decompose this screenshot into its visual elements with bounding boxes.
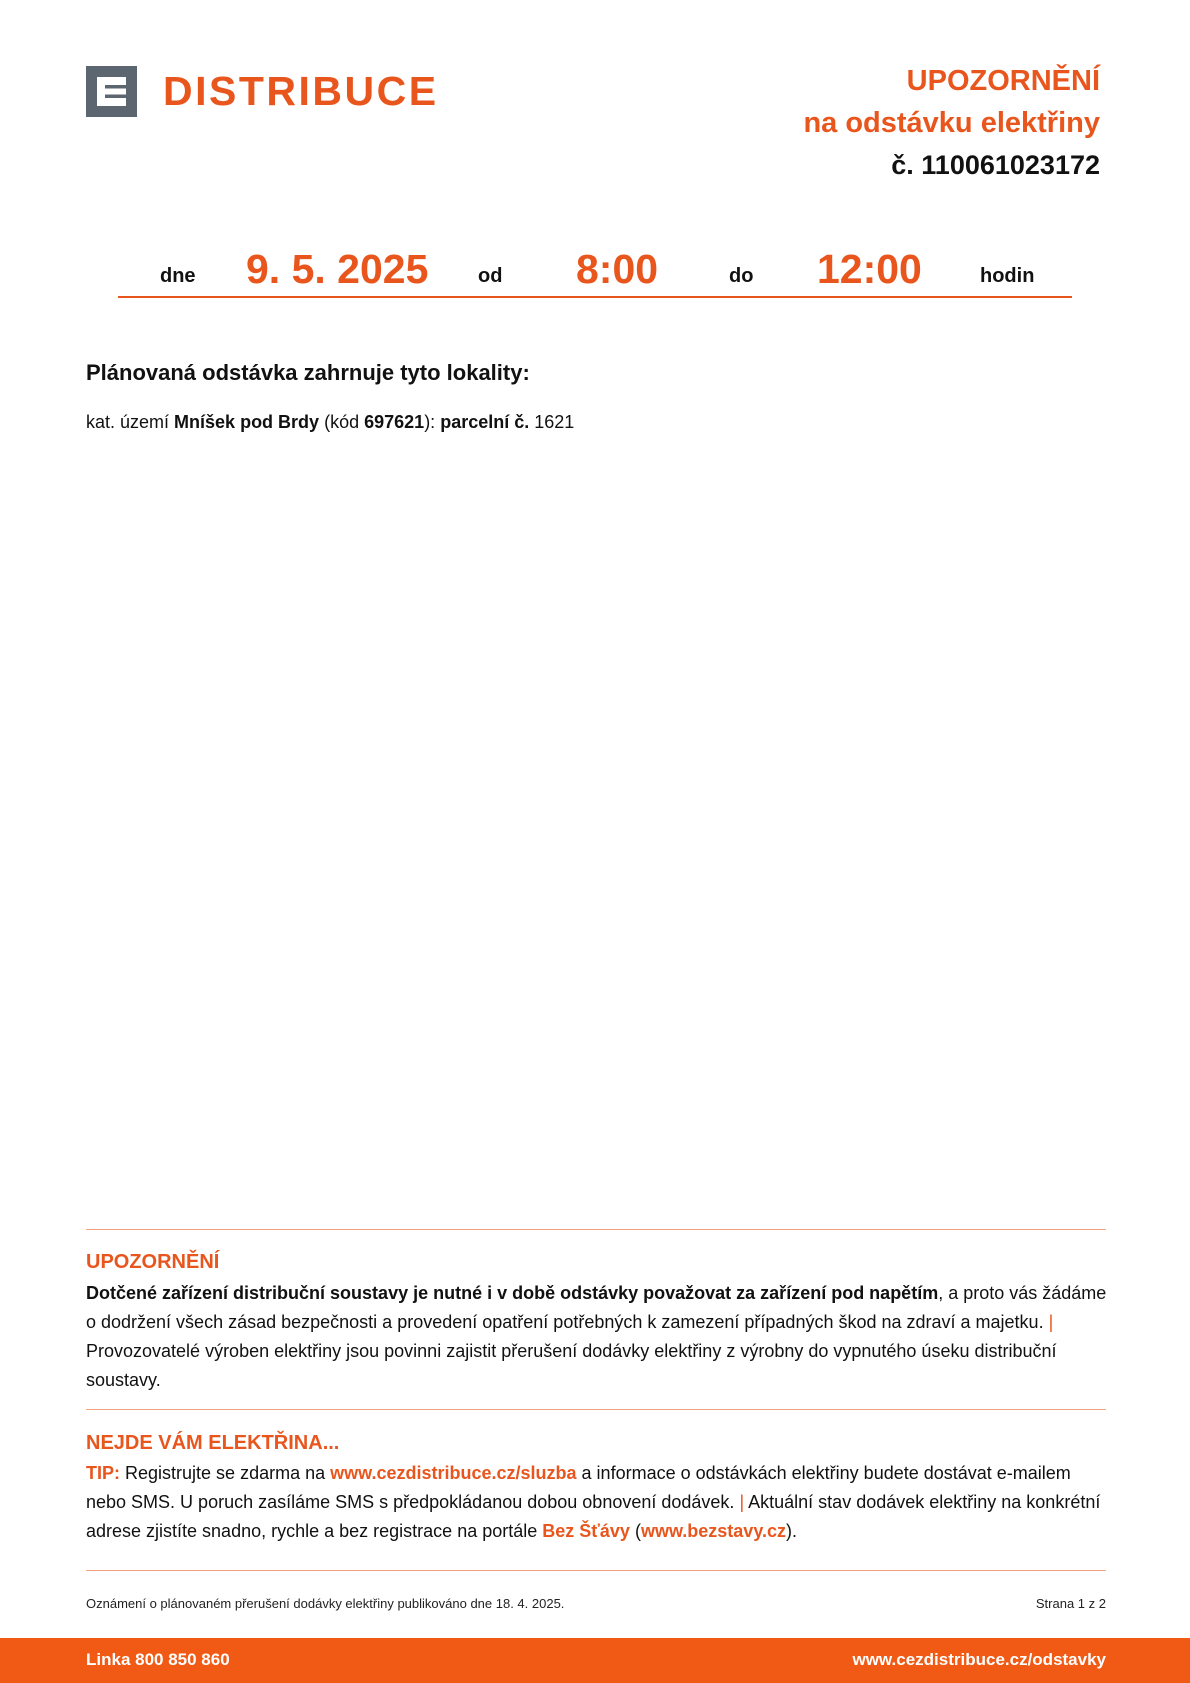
- nopower-text-3: Aktuální stav dodávek elektřiny na konkrétní adrese zjistíte snadno, rychle a bez registrace na portále: [86, 1492, 1101, 1541]
- date-label: dne: [160, 265, 196, 287]
- notice-subtitle: na odstávku elektřiny: [803, 107, 1100, 139]
- locations-heading: Plánovaná odstávka zahrnuje tyto lokality:: [86, 360, 530, 385]
- schedule-row: [118, 236, 1072, 298]
- bezstavy-link[interactable]: www.bezstavy.cz: [640, 1521, 787, 1541]
- hours-label: hodin: [980, 265, 1035, 287]
- cez-logo-icon: [86, 66, 137, 117]
- end-time: 12:00: [817, 246, 922, 292]
- page-number: Strana 1 z 2: [1035, 1596, 1106, 1611]
- location-item: [86, 412, 574, 433]
- parcel-number: 1621: [534, 412, 575, 432]
- warning-title: UPOZORNĚNÍ: [86, 1251, 220, 1273]
- location-code-open: (kód: [324, 412, 360, 432]
- location-name: Mníšek pod Brdy: [174, 412, 320, 432]
- paren-close: ).: [786, 1521, 798, 1541]
- location-prefix: kat. území: [86, 412, 170, 432]
- parcel-label: parcelní č.: [440, 412, 530, 432]
- location-code-close: ):: [424, 412, 436, 432]
- start-time: 8:00: [576, 246, 659, 292]
- location-code: 697621: [364, 412, 425, 432]
- brand-logo: [86, 66, 439, 117]
- warning-text-2: Provozovatelé výroben elektřiny jsou povinni zajistit přerušení dodávky elektřiny z výrobny do vypnutého úseku distribuční soustavy.: [86, 1341, 1057, 1390]
- nopower-title: NEJDE VÁM ELEKTŘINA...: [86, 1432, 340, 1454]
- outages-link[interactable]: www.cezdistribuce.cz/odstavky: [852, 1650, 1106, 1669]
- nopower-text: [86, 1459, 1108, 1546]
- nopower-text-1: Registrujte se zdarma na: [125, 1463, 326, 1483]
- divider: [86, 1570, 1106, 1571]
- notice-number: č. 110061023172: [891, 150, 1100, 180]
- footer-bar: [0, 1638, 1190, 1683]
- divider: [86, 1409, 1106, 1410]
- separator: |: [739, 1492, 745, 1512]
- to-label: do: [729, 265, 754, 287]
- divider: [86, 1229, 1106, 1230]
- warning-text-1: , a proto vás žádáme o dodržení všech zásad bezpečnosti a provedení opatření potřebných k zamezení případných škod na zdraví a majetku.: [86, 1283, 1107, 1332]
- warning-bold-text: Dotčené zařízení distribuční soustavy je nutné i v době odstávky považovat za zařízení pod napětím: [86, 1283, 939, 1303]
- published-note: Oznámení o plánovaném přerušení dodávky elektřiny publikováno dne 18. 4. 2025.: [86, 1596, 565, 1611]
- hotline[interactable]: Linka 800 850 860: [86, 1650, 230, 1669]
- nopower-text-2: a informace o odstávkách elektřiny budete dostávat e-mailem nebo SMS. U poruch zasíláme SMS s předpokládanou dobou obnovení dodávek.: [86, 1463, 1071, 1512]
- from-label: od: [478, 265, 503, 287]
- registration-link[interactable]: www.cezdistribuce.cz/sluzba: [330, 1463, 577, 1483]
- warning-text: [86, 1279, 1108, 1395]
- outage-date: 9. 5. 2025: [246, 246, 429, 292]
- separator: |: [1048, 1312, 1054, 1332]
- tip-label: TIP:: [86, 1463, 120, 1483]
- notice-header: [803, 60, 1100, 186]
- portal-name: Bez Šťávy: [542, 1521, 630, 1541]
- paren-open: (: [634, 1521, 641, 1541]
- brand-name: DISTRIBUCE: [163, 68, 439, 114]
- notice-title: UPOZORNĚNÍ: [906, 65, 1100, 97]
